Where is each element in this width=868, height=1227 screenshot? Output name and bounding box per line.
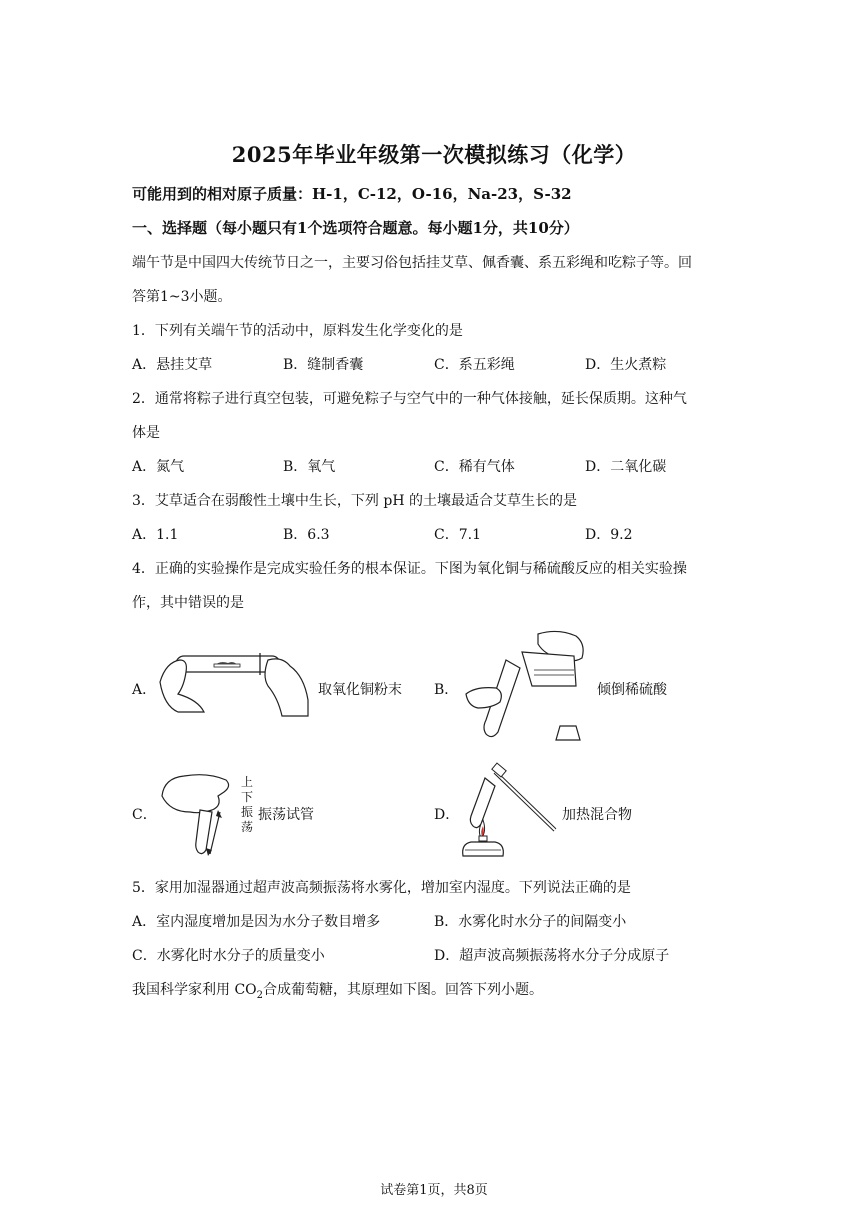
q4-option-c-letter: C． (132, 807, 157, 823)
shake-label-char: 荡 (241, 820, 254, 834)
q3-stem: 3．艾草适合在弱酸性土壤中生长，下列 pH 的土壤最适合艾草生长的是 (132, 493, 577, 509)
q4-option-a-letter: A． (132, 682, 157, 698)
q2-stem-line2: 体是 (132, 425, 160, 441)
q4-option-c-caption: 振荡试管 (258, 807, 314, 823)
section-header: 一、选择题（每小题只有1个选项符合题意。每小题1分，共10分） (132, 219, 579, 237)
q2-option-d: D．二氧化碳 (585, 459, 667, 475)
q4-option-d-letter: D． (434, 807, 460, 823)
page-title: 2025年毕业年级第一次模拟练习（化学） (231, 142, 637, 167)
q2-option-b: B．氧气 (283, 459, 336, 475)
q1-option-d: D．生火煮粽 (585, 357, 667, 373)
shake-direction-label (241, 775, 255, 835)
page-footer: 试卷第1页，共8页 (380, 1183, 488, 1198)
q3-option-b: B．6.3 (283, 527, 330, 543)
q2-option-c: C．稀有气体 (434, 459, 515, 475)
q5-option-b: B．水雾化时水分子的间隔变小 (434, 914, 627, 930)
q1-stem: 1．下列有关端午节的活动中，原料发生化学变化的是 (132, 323, 463, 339)
q2-option-a: A．氮气 (132, 459, 185, 475)
q1-option-c: C．系五彩绳 (434, 357, 515, 373)
q4-option-d-caption: 加热混合物 (562, 807, 632, 823)
shake-label-char: 下 (241, 790, 254, 804)
intro-b-text: 我国科学家利用 CO (132, 982, 257, 998)
q3-option-c: C．7.1 (434, 527, 481, 543)
atomic-masses-line: 可能用到的相对原子质量：H-1，C-12，O-16，Na-23，S-32 (132, 185, 572, 203)
shake-tube-illustration (160, 766, 234, 858)
q4-option-a-caption: 取氧化铜粉末 (318, 682, 402, 698)
q5-stem: 5．家用加湿器通过超声波高频振荡将水雾化，增加室内湿度。下列说法正确的是 (132, 880, 631, 896)
q4-stem-line2: 作，其中错误的是 (132, 595, 244, 611)
shake-label-char: 上 (241, 775, 254, 789)
intro-b-text: 合成葡萄糖，其原理如下图。回答下列小题。 (263, 982, 544, 998)
take-powder-illustration (158, 642, 310, 720)
q4-option-b-letter: B． (434, 682, 459, 698)
q1-option-b: B．缝制香囊 (283, 357, 364, 373)
co2-subscript: 2 (256, 989, 264, 1001)
intro-b-line (132, 979, 543, 1001)
q5-option-a: A．室内湿度增加是因为水分子数目增多 (132, 914, 381, 930)
q5-option-c: C．水雾化时水分子的质量变小 (132, 948, 325, 964)
q4-option-b-caption: 倾倒稀硫酸 (597, 682, 667, 698)
q5-option-d: D．超声波高频振荡将水分子分成原子 (434, 948, 670, 964)
q2-stem-line1: 2．通常将粽子进行真空包装，可避免粽子与空气中的一种气体接触，延长保质期。这种气 (132, 391, 687, 407)
shake-label-char: 振 (241, 805, 254, 819)
q3-option-d: D．9.2 (585, 527, 633, 543)
q3-option-a: A．1.1 (132, 527, 179, 543)
q4-stem-line1: 4．正确的实验操作是完成实验任务的根本保证。下图为氧化铜与稀硫酸反应的相关实验操 (132, 561, 687, 577)
heat-mixture-illustration (455, 760, 559, 860)
pour-acid-illustration (462, 628, 594, 746)
intro-a-line1: 端午节是中国四大传统节日之一，主要习俗包括挂艾草、佩香囊、系五彩绳和吃粽子等。回 (132, 255, 692, 271)
intro-a-line2: 答第1~3小题。 (132, 289, 232, 305)
q1-option-a: A．悬挂艾草 (132, 357, 213, 373)
